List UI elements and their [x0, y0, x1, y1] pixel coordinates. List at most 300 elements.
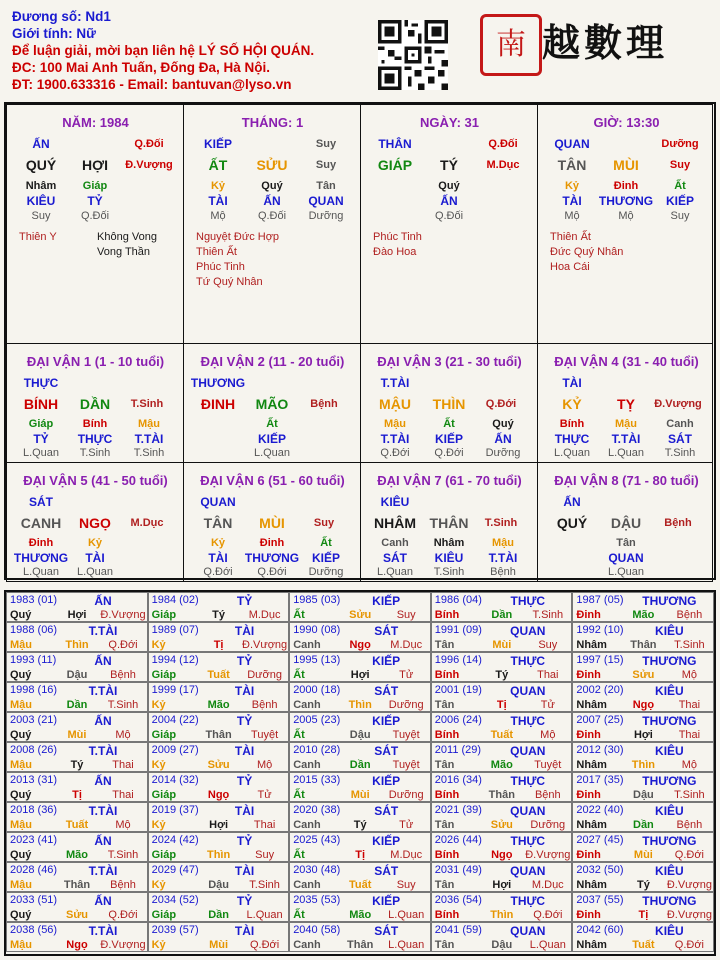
- year-can: Mậu: [10, 639, 32, 651]
- year-cell: [6, 742, 148, 772]
- year-cell: [431, 892, 573, 922]
- dai-van-god: THỰC: [23, 376, 59, 390]
- year-god: TỶ: [236, 594, 253, 608]
- year-label: 2016 (34): [434, 774, 482, 786]
- pillar-chi: MÙI: [613, 157, 639, 173]
- year-cell: [6, 772, 148, 802]
- year-cell: [572, 622, 714, 652]
- year-god: TÀI: [234, 924, 255, 938]
- year-cell: [572, 772, 714, 802]
- year-can: Ất: [293, 849, 305, 861]
- year-god: KIẾP: [372, 834, 401, 848]
- year-cell: [6, 712, 148, 742]
- year-god: ẤN: [94, 834, 112, 848]
- dai-van-status: T.Sinh: [484, 517, 518, 529]
- year-god: T.TÀI: [88, 864, 118, 878]
- year-chi: Thìn: [631, 759, 655, 771]
- dai-van-chi: TỴ: [617, 396, 635, 412]
- year-god: ẤN: [94, 654, 112, 668]
- year-can: Quý: [10, 669, 32, 681]
- year-label: 2041 (59): [434, 924, 482, 936]
- dai-van-can: KỶ: [562, 396, 582, 412]
- year-god: TỶ: [236, 834, 253, 848]
- year-cell: [6, 862, 148, 892]
- dai-van-hidden-status: T.Sinh: [133, 447, 165, 459]
- year-cell: [572, 652, 714, 682]
- year-can: Mậu: [10, 699, 32, 711]
- year-status: Q.Đới: [533, 909, 563, 921]
- pillar-status: Suy: [315, 159, 337, 171]
- year-status: Thai: [537, 669, 559, 681]
- dai-van-hidden-status: L.Quan: [607, 447, 645, 459]
- year-god: T.TÀI: [88, 744, 118, 758]
- year-god: KIẾP: [372, 594, 401, 608]
- year-can: Bính: [434, 729, 460, 741]
- hidden-status: Q.Đối: [434, 210, 464, 222]
- dai-van-hidden-can: Giáp: [28, 418, 54, 430]
- dai-van-god: QUAN: [200, 495, 236, 509]
- year-status: Dưỡng: [388, 789, 424, 801]
- name-label: Đương số:: [12, 9, 82, 24]
- pillar-cell: [537, 104, 713, 344]
- year-god: ẤN: [94, 594, 112, 608]
- gender-label: Giới tính:: [12, 26, 73, 41]
- dai-van-title: ĐẠI VẬN 5 (41 - 50 tuổi): [23, 473, 168, 488]
- year-label: 2006 (24): [434, 714, 482, 726]
- year-god: KIÊU: [655, 924, 684, 938]
- year-label: 2022 (40): [576, 804, 624, 816]
- year-can: Canh: [293, 699, 321, 711]
- pillar-chi: HỢI: [82, 157, 108, 173]
- dai-van-title: ĐẠI VẬN 6 (51 - 60 tuổi): [200, 473, 345, 488]
- year-cell: [148, 832, 290, 862]
- dai-van-god: THƯƠNG: [190, 376, 246, 390]
- year-status: Mộ: [681, 759, 698, 771]
- year-chi: Tuất: [490, 729, 513, 741]
- year-can: Giáp: [151, 789, 177, 801]
- year-chi: Mão: [490, 759, 513, 771]
- dai-van-hidden-status: Bệnh: [490, 566, 516, 578]
- year-chi: Tị: [213, 639, 224, 651]
- year-chi: Dần: [633, 819, 654, 831]
- year-cell: [6, 832, 148, 862]
- year-cell: [6, 682, 148, 712]
- year-god: THƯƠNG: [642, 654, 697, 668]
- dai-van-title: ĐẠI VẬN 2 (11 - 20 tuổi): [200, 354, 345, 369]
- dai-van-title: ĐẠI VẬN 3 (21 - 30 tuổi): [377, 354, 522, 369]
- year-chi: Sửu: [490, 819, 513, 831]
- year-can: Kỷ: [151, 819, 166, 831]
- star-left: Đức Quý Nhân: [550, 246, 624, 258]
- year-god: THƯƠNG: [642, 894, 697, 908]
- year-can: Giáp: [151, 669, 177, 681]
- hidden-god: KIÊU: [26, 194, 56, 208]
- star-left: Đào Hoa: [373, 246, 417, 258]
- logo-seal: 南: [480, 14, 542, 76]
- year-can: Đinh: [576, 909, 601, 921]
- year-cell: [289, 802, 431, 832]
- gender-value: Nữ: [76, 26, 96, 41]
- hidden-god: ẤN: [440, 194, 458, 208]
- year-status: M.Dục: [390, 639, 423, 651]
- year-can: Kỷ: [151, 879, 166, 891]
- year-chi: Dậu: [66, 669, 88, 681]
- year-can: Tân: [434, 939, 455, 951]
- year-status: Suy: [396, 879, 416, 891]
- year-chi: Mão: [349, 909, 372, 921]
- year-status: Đ.Vượng: [100, 609, 146, 621]
- year-label: 1997 (15): [576, 654, 624, 666]
- year-label: 2005 (23): [293, 714, 341, 726]
- hidden-can: Kỷ: [210, 180, 226, 192]
- year-chi: Tị: [638, 909, 649, 921]
- dai-van-hidden-can: Mậu: [492, 537, 514, 549]
- year-cell: [431, 922, 573, 952]
- dai-van-hidden-can: Canh: [666, 418, 694, 430]
- year-god: THỰC: [510, 894, 546, 908]
- year-god: THỰC: [510, 834, 546, 848]
- dai-van-hidden-can: Bính: [82, 418, 108, 430]
- year-label: 2036 (54): [434, 894, 482, 906]
- year-chi: Thìn: [65, 639, 89, 651]
- year-cell: [148, 712, 290, 742]
- year-label: 1988 (06): [10, 624, 58, 636]
- dai-van-chi: THÂN: [429, 515, 469, 531]
- dai-van-hidden-status: T.Sinh: [79, 447, 111, 459]
- qr-code-icon: [378, 20, 448, 90]
- year-can: Tân: [434, 759, 455, 771]
- dai-van-hidden-status: Q.Đới: [257, 566, 287, 578]
- year-label: 1998 (16): [10, 684, 58, 696]
- dai-van-hidden-status: Dưỡng: [485, 447, 521, 459]
- year-label: 2011 (29): [434, 744, 482, 756]
- year-status: T.Sinh: [532, 609, 564, 621]
- dai-van-can: MẬU: [379, 396, 411, 412]
- year-status: Đ.Vượng: [666, 909, 712, 921]
- year-can: Canh: [293, 639, 321, 651]
- year-chi: Mùi: [492, 639, 512, 651]
- year-can: Bính: [434, 609, 460, 621]
- year-status: T.Sinh: [249, 879, 280, 891]
- dai-van-hidden-can: Mậu: [615, 418, 637, 430]
- year-label: 2025 (43): [293, 834, 341, 846]
- dai-van-hidden-can: Bính: [559, 418, 585, 430]
- year-chi: Dần: [349, 759, 371, 771]
- dai-van-hidden-can: Mậu: [138, 418, 160, 430]
- year-god: QUAN: [510, 744, 546, 758]
- year-status: Suy: [255, 849, 275, 861]
- dai-van-status: Suy: [313, 517, 335, 529]
- year-status: Đ.Vượng: [666, 879, 712, 891]
- year-can: Tân: [434, 639, 455, 651]
- year-chi: Mùi: [633, 849, 653, 861]
- year-cell: [148, 922, 290, 952]
- year-can: Canh: [293, 879, 321, 891]
- pillar-chi: TÝ: [440, 157, 458, 173]
- year-can: Ất: [293, 789, 305, 801]
- year-label: 2019 (37): [151, 804, 199, 816]
- year-chi: Mùi: [350, 789, 370, 801]
- year-cell: [572, 832, 714, 862]
- year-label: 2002 (20): [576, 684, 624, 696]
- dai-van-cell: [537, 343, 713, 463]
- year-chi: Tị: [355, 849, 366, 861]
- year-label: 1992 (10): [576, 624, 624, 636]
- dai-van-title: ĐẠI VẬN 1 (1 - 10 tuổi): [26, 354, 165, 369]
- year-label: 2017 (35): [576, 774, 624, 786]
- pillar-god-top: THÂN: [378, 137, 412, 151]
- year-god: KIÊU: [655, 624, 684, 638]
- year-cell: [148, 742, 290, 772]
- year-can: Mậu: [10, 879, 32, 891]
- dai-van-god: TÀI: [562, 376, 582, 390]
- year-label: 2040 (58): [293, 924, 341, 936]
- hidden-god: THƯƠNG: [598, 194, 654, 208]
- dai-van-hidden-status: T.Sinh: [433, 566, 465, 578]
- year-chi: Tị: [72, 789, 82, 801]
- year-label: 1985 (03): [293, 594, 341, 606]
- dai-van-hidden-can: Tân: [616, 537, 636, 549]
- year-cell: [148, 772, 290, 802]
- year-cell: [572, 922, 714, 952]
- year-cell: [572, 712, 714, 742]
- pillar-god-top: ẤN: [32, 137, 50, 151]
- hidden-status: Mộ: [564, 210, 580, 222]
- star-left: Phúc Tinh: [196, 261, 245, 273]
- year-cell: [289, 892, 431, 922]
- year-chi: Tị: [496, 699, 507, 711]
- year-god: THỰC: [510, 774, 546, 788]
- year-status: Q.Đới: [249, 939, 280, 951]
- hidden-can: Nhâm: [25, 180, 57, 192]
- year-status: Dưỡng: [530, 819, 566, 831]
- year-chi: Sửu: [349, 609, 372, 621]
- year-label: 2014 (32): [151, 774, 199, 786]
- dai-van-can: NHÂM: [374, 515, 416, 531]
- pillar-status: Suy: [669, 159, 691, 171]
- year-god: ẤN: [94, 894, 112, 908]
- dai-van-hidden-god: TÀI: [208, 551, 228, 565]
- year-cell: [572, 682, 714, 712]
- year-status: Bệnh: [251, 699, 278, 711]
- year-cell: [289, 652, 431, 682]
- dai-van-hidden-god: TỶ: [33, 432, 49, 446]
- year-label: 2010 (28): [293, 744, 341, 756]
- dai-van-god: ẤN: [563, 495, 581, 509]
- year-label: 2008 (26): [10, 744, 58, 756]
- year-label: 2001 (19): [434, 684, 482, 696]
- year-cell: [289, 682, 431, 712]
- pillar-title: NGÀY: 31: [420, 115, 479, 130]
- year-chi: Thân: [205, 729, 232, 741]
- year-god: TỶ: [236, 654, 253, 668]
- pillar-title: NĂM: 1984: [62, 115, 129, 130]
- star-left: Thiên Ất: [550, 231, 591, 243]
- dai-van-hidden-god: SÁT: [383, 551, 407, 565]
- year-god: THƯƠNG: [642, 594, 697, 608]
- year-chi: Dậu: [633, 789, 654, 801]
- dai-van-status: Đ.Vượng: [654, 398, 702, 410]
- dai-van-god: KIÊU: [380, 495, 410, 509]
- dai-van-cell: [6, 343, 184, 463]
- year-god: T.TÀI: [88, 804, 118, 818]
- year-status: Bệnh: [110, 879, 136, 891]
- year-cell: [289, 742, 431, 772]
- year-cell: [289, 622, 431, 652]
- year-cell: [289, 592, 431, 622]
- year-god: ẤN: [94, 774, 112, 788]
- year-can: Giáp: [151, 729, 177, 741]
- year-status: Mộ: [115, 819, 131, 831]
- year-can: Canh: [293, 939, 321, 951]
- pillar-cell: [360, 104, 538, 344]
- dai-van-hidden-god: T.TÀI: [380, 432, 410, 446]
- year-label: 2009 (27): [151, 744, 199, 756]
- year-label: 1983 (01): [10, 594, 58, 606]
- year-god: SÁT: [374, 744, 399, 758]
- year-god: KIÊU: [655, 744, 684, 758]
- year-can: Mậu: [10, 939, 32, 951]
- pillar-cell: [6, 104, 184, 344]
- year-label: 2012 (30): [576, 744, 624, 756]
- year-chi: Thìn: [348, 699, 372, 711]
- year-status: Suy: [538, 639, 558, 651]
- year-label: 1986 (04): [434, 594, 482, 606]
- year-label: 1989 (07): [151, 624, 199, 636]
- dai-van-hidden-can: Nhâm: [433, 537, 465, 549]
- year-god: SÁT: [374, 624, 399, 638]
- hidden-god: ẤN: [263, 194, 281, 208]
- year-status: Dưỡng: [388, 699, 424, 711]
- dai-van-hidden-status: L.Quan: [253, 447, 291, 459]
- year-god: TỶ: [236, 774, 253, 788]
- dai-van-cell: [537, 462, 713, 582]
- year-god: QUAN: [510, 864, 546, 878]
- year-cell: [6, 592, 148, 622]
- year-chi: Tuất: [207, 669, 230, 681]
- star-left: Nguyệt Đức Hợp: [196, 231, 280, 243]
- year-chi: Tý: [495, 669, 509, 681]
- hidden-status: Q.Đối: [80, 210, 110, 222]
- year-label: 1995 (13): [293, 654, 341, 666]
- year-chi: Mão: [207, 699, 230, 711]
- pillar-title: GIỜ: 13:30: [593, 115, 660, 130]
- year-god: SÁT: [374, 684, 399, 698]
- year-cell: [148, 682, 290, 712]
- year-status: M.Dục: [531, 879, 564, 891]
- year-label: 2034 (52): [151, 894, 199, 906]
- year-status: Bệnh: [110, 669, 136, 681]
- year-can: Bính: [434, 669, 460, 681]
- year-can: Đinh: [576, 669, 601, 681]
- year-god: TỶ: [236, 894, 253, 908]
- year-label: 2029 (47): [151, 864, 199, 876]
- year-god: SÁT: [374, 924, 399, 938]
- dai-van-hidden-god: KIẾP: [257, 432, 287, 446]
- year-status: Thai: [678, 729, 701, 741]
- year-cell: [431, 592, 573, 622]
- year-can: Đinh: [576, 729, 601, 741]
- year-can: Ất: [293, 669, 305, 681]
- year-cell: [289, 832, 431, 862]
- year-can: Nhâm: [576, 939, 607, 951]
- dai-van-hidden-god: QUAN: [608, 551, 644, 565]
- year-chi: Tý: [636, 879, 650, 891]
- hidden-god: TỶ: [87, 194, 103, 208]
- dai-van-status: T.Sinh: [130, 398, 164, 410]
- year-label: 2035 (53): [293, 894, 341, 906]
- year-chi: Mùi: [67, 729, 87, 741]
- dai-van-hidden-status: T.Sinh: [664, 447, 696, 459]
- year-status: Mộ: [540, 729, 556, 741]
- year-can: Quý: [10, 849, 32, 861]
- year-cell: [572, 742, 714, 772]
- dai-van-title: ĐẠI VẬN 4 (31 - 40 tuổi): [554, 354, 699, 369]
- dai-van-hidden-can: Kỷ: [87, 537, 103, 549]
- year-status: Mộ: [256, 759, 273, 771]
- pillar-title: THÁNG: 1: [241, 115, 304, 130]
- year-label: 1999 (17): [151, 684, 199, 696]
- year-status: Tuyệt: [392, 759, 420, 771]
- year-god: KIẾP: [372, 654, 401, 668]
- year-cell: [148, 652, 290, 682]
- year-chi: Ngọ: [207, 789, 230, 801]
- dai-van-hidden-god: THƯƠNG: [244, 551, 300, 565]
- dai-van-hidden-can: Quý: [492, 418, 514, 430]
- star-right: Vong Thần: [97, 246, 151, 258]
- dai-van-hidden-can: Canh: [381, 537, 409, 549]
- pillar-status: M.Dục: [486, 159, 520, 171]
- year-status: Dưỡng: [247, 669, 282, 681]
- year-can: Kỷ: [151, 939, 166, 951]
- year-label: 1991 (09): [434, 624, 482, 636]
- dai-van-can: TÂN: [203, 515, 233, 531]
- year-label: 1987 (05): [576, 594, 624, 606]
- year-cell: [431, 682, 573, 712]
- year-status: Bệnh: [676, 609, 703, 621]
- year-can: Nhâm: [576, 699, 607, 711]
- dai-van-hidden-status: L.Quan: [76, 566, 114, 578]
- year-label: 1993 (11): [10, 654, 57, 666]
- dai-van-hidden-status: L.Quan: [376, 566, 414, 578]
- dai-van-hidden-status: Q.Đới: [380, 447, 410, 459]
- dai-van-cell: [6, 462, 184, 582]
- pillar-god-side: Dưỡng: [661, 138, 699, 150]
- dai-van-chi: DẬU: [610, 515, 642, 531]
- year-chi: Sửu: [632, 669, 655, 681]
- year-status: M.Dục: [390, 849, 423, 861]
- pillar-can: QUÝ: [25, 157, 57, 173]
- year-cell: [148, 622, 290, 652]
- year-label: 2018 (36): [10, 804, 58, 816]
- year-label: 2030 (48): [293, 864, 341, 876]
- year-cell: [6, 652, 148, 682]
- year-god: QUAN: [510, 924, 546, 938]
- dai-van-chi: MÃO: [255, 396, 289, 412]
- year-cell: [431, 712, 573, 742]
- dai-van-chi: DẦN: [79, 396, 111, 412]
- year-status: L.Quan: [388, 939, 425, 951]
- pillar-god-side: Q.Đối: [134, 138, 164, 150]
- dai-van-cell: [360, 462, 538, 582]
- year-status: Tử: [540, 699, 555, 711]
- year-can: Đinh: [576, 849, 601, 861]
- year-cell: [148, 862, 290, 892]
- year-status: Mộ: [115, 729, 131, 741]
- year-god: SÁT: [374, 804, 399, 818]
- dai-van-can: CANH: [20, 515, 62, 531]
- year-god: T.TÀI: [88, 624, 118, 638]
